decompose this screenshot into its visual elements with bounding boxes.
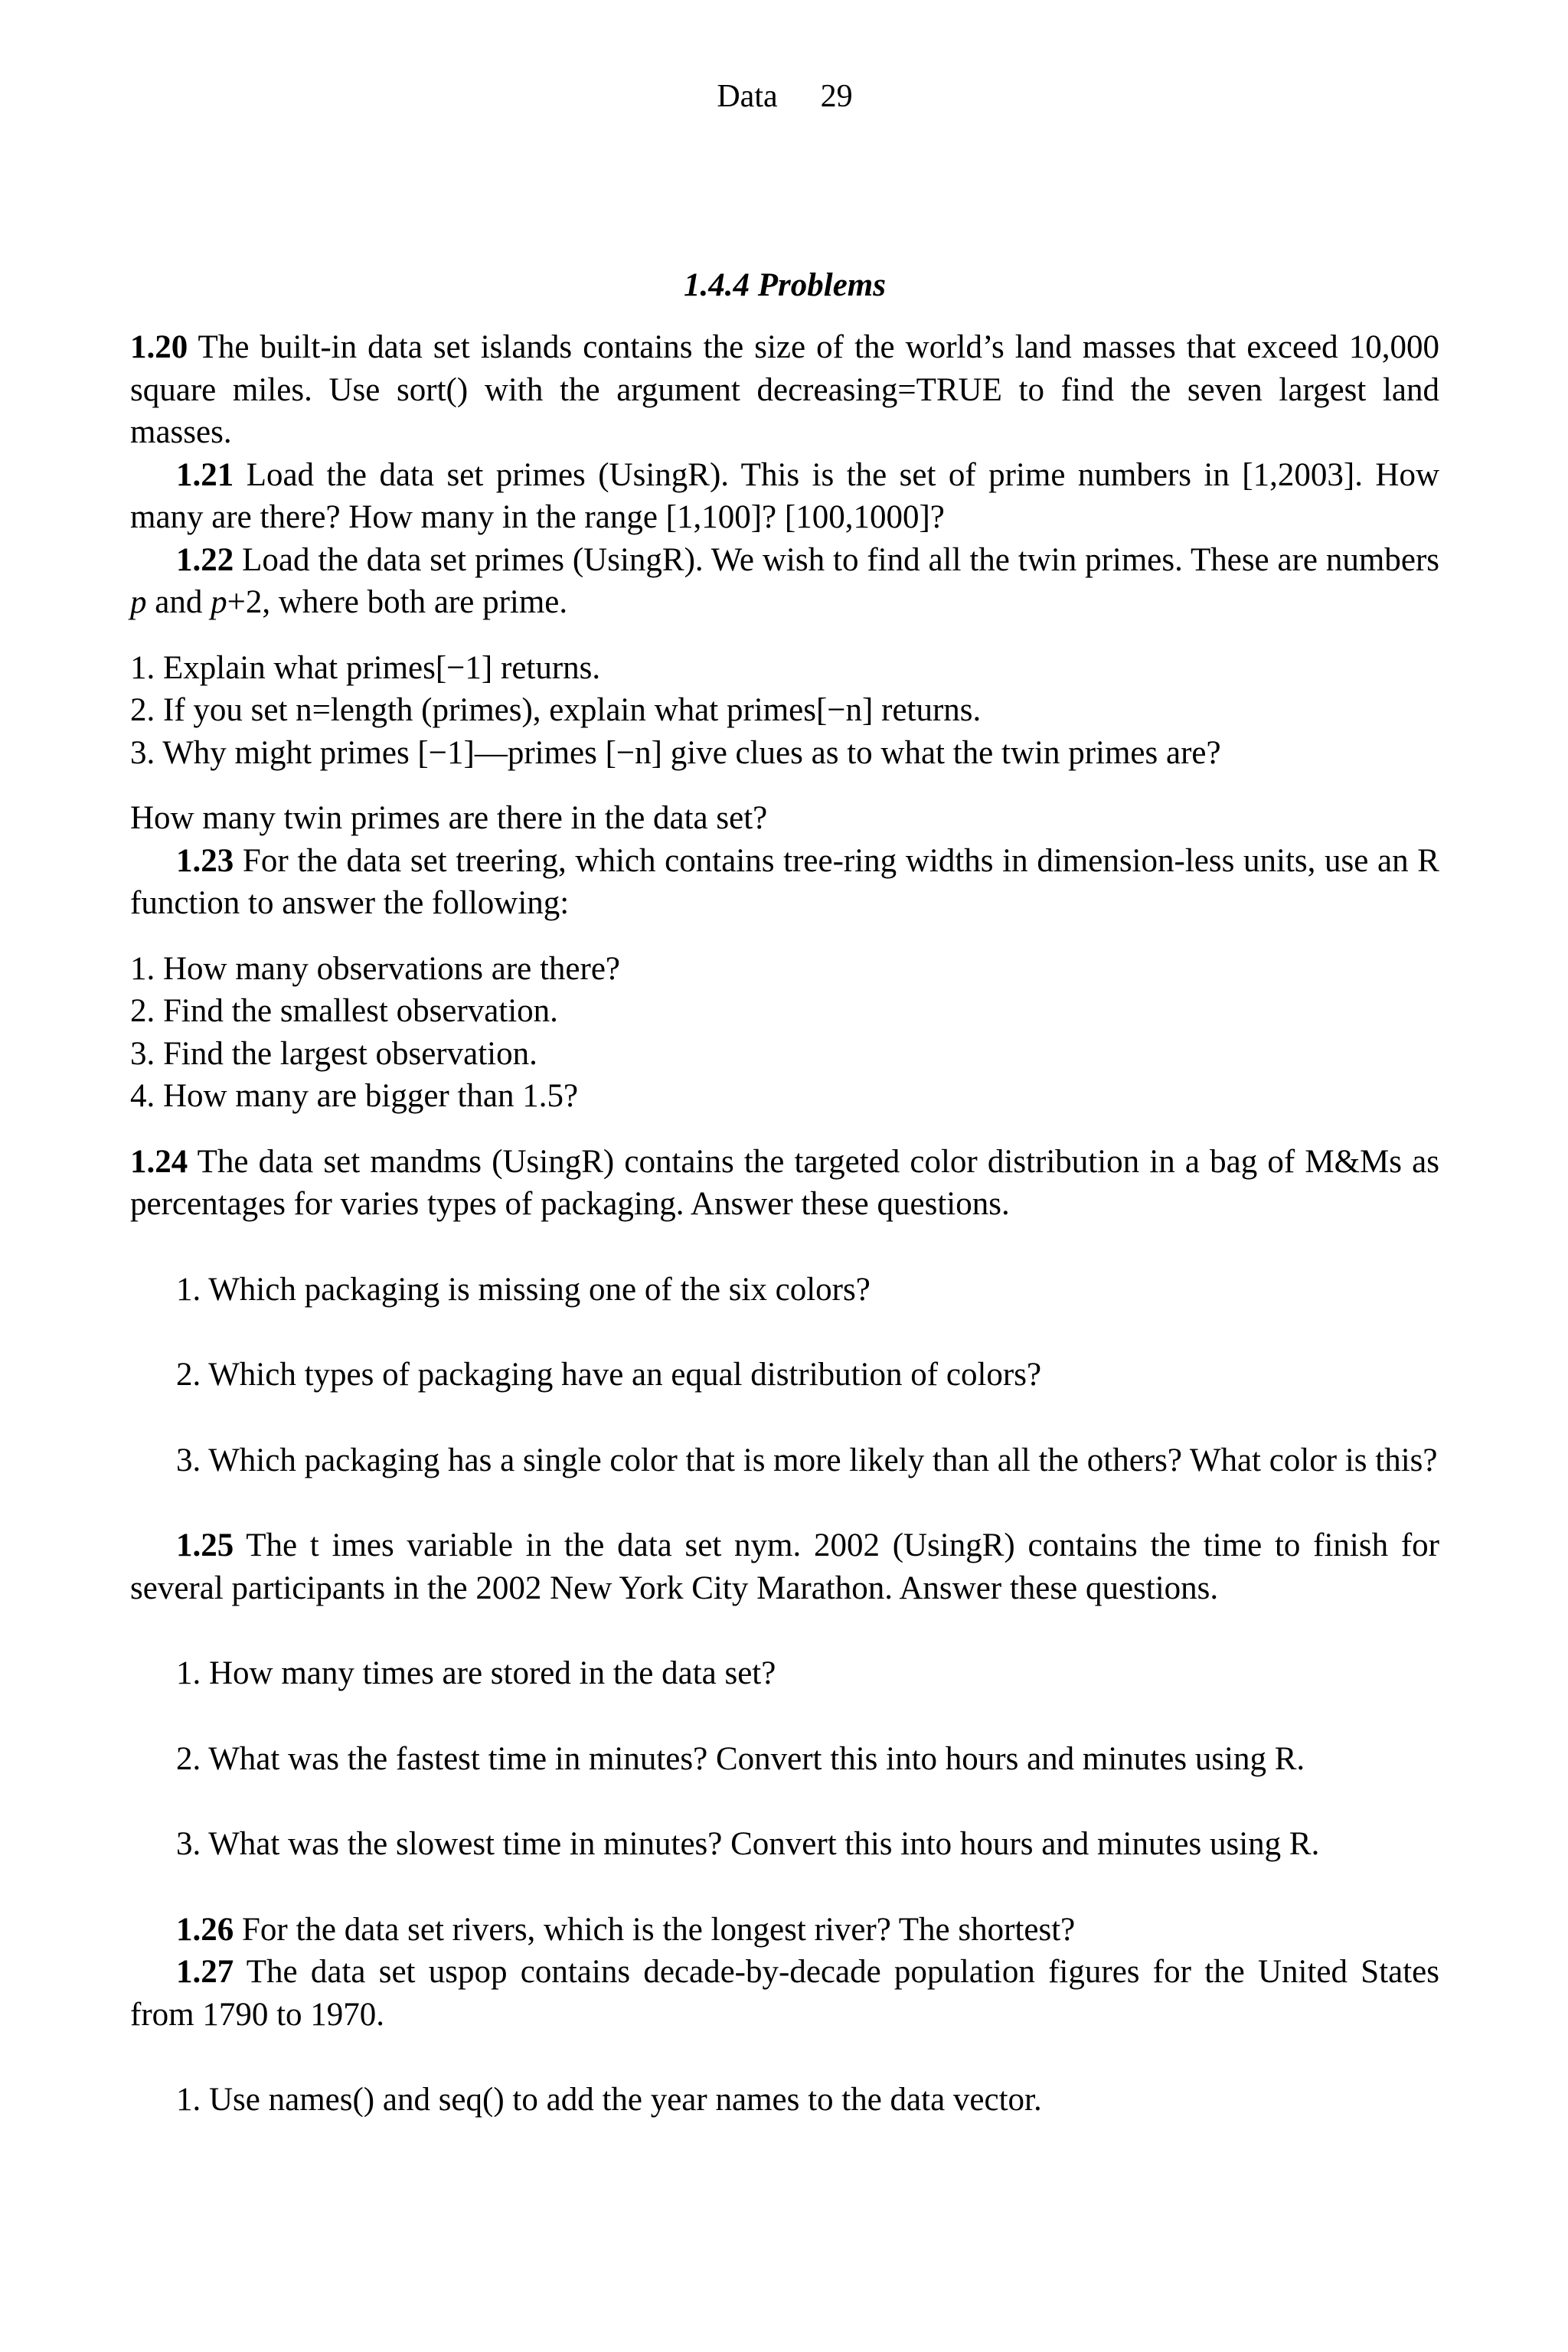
problem-1-21 (130, 454, 1439, 539)
problem-number: 1.24 (130, 1143, 188, 1180)
problem-text: Load the data set primes (UsingR). This is the set of prime numbers in [1,2003]. How many are there? How many in the range [1,100]? [100,1000]? (130, 456, 1439, 535)
problem-text: The built-in data set islands contains the size of the world’s land masses that exceed 10,000 square miles. Use sort() with the argument decreasing=TRUE to find the seven largest land masses. (130, 329, 1439, 450)
list-item: 2. Which types of packaging have an equal distribution of colors? (176, 1357, 1042, 1393)
problem-text: +2, where both are prime. (227, 584, 568, 620)
problem-text: The t imes variable in the data set nym. 2002 (UsingR) contains the time to finish for several participants in the 2002 New York City Marathon. Answer these questions. (130, 1527, 1439, 1606)
list-item: 2. If you set n=length (primes), explain what primes[−n] returns. (130, 692, 982, 728)
list-item: 3. Find the largest observation. (130, 1035, 537, 1072)
variable-p: p (130, 584, 147, 620)
problem-1-22-followup: How many twin primes are there in the data set? (130, 800, 768, 836)
problem-1-24 (130, 1141, 1439, 1226)
problem-1-23 (130, 840, 1439, 925)
list-item: 1. How many times are stored in the data set? (176, 1655, 776, 1691)
page-number: 29 (820, 79, 853, 114)
problem-text: Load the data set primes (UsingR). We wish to find all the twin primes. These are numbers (234, 541, 1439, 578)
book-page (130, 0, 1439, 2352)
problem-1-27 (130, 1951, 1439, 2036)
running-head (130, 77, 1439, 116)
problem-text: The data set mandms (UsingR) contains the targeted color distribution in a bag of M&Ms as percentages for varies types of packaging. Answer these questions. (130, 1143, 1439, 1222)
problem-number: 1.20 (130, 329, 188, 365)
problem-1-22 (130, 539, 1439, 624)
variable-p: p (211, 584, 227, 620)
problem-number: 1.21 (176, 456, 234, 493)
running-head-section: Data (717, 79, 778, 114)
problem-number: 1.27 (176, 1954, 234, 1990)
problem-1-26 (130, 1909, 1439, 1952)
problem-text: For the data set rivers, which is the longest river? The shortest? (234, 1911, 1076, 1948)
problem-number: 1.25 (176, 1527, 234, 1563)
problems-body (130, 326, 1439, 2122)
problem-text: For the data set treering, which contains tree-ring widths in dimension-less units, use an R function to answer the following: (130, 842, 1439, 921)
list-item: 2. What was the fastest time in minutes? Convert this into hours and minutes using R. (176, 1740, 1305, 1777)
problem-text: and (146, 584, 211, 620)
problem-1-22-list (130, 647, 1439, 775)
list-item: 3. Why might primes [−1]—primes [−n] give clues as to what the twin primes are? (130, 734, 1221, 771)
list-item: 1. How many observations are there? (130, 950, 621, 987)
problem-number: 1.22 (176, 541, 234, 578)
problem-1-20 (130, 326, 1439, 454)
list-item: 1. Which packaging is missing one of the six colors? (176, 1271, 871, 1308)
list-item: 2. Find the smallest observation. (130, 993, 558, 1029)
list-item: 1. Explain what primes[−1] returns. (130, 649, 601, 686)
list-item: 3. Which packaging has a single color that is more likely than all the others? What color is this? (176, 1442, 1438, 1478)
problem-1-23-list (130, 948, 1439, 1118)
list-item: 4. How many are bigger than 1.5? (130, 1078, 579, 1114)
problem-1-25 (130, 1524, 1439, 1609)
section-title: 1.4.4 Problems (684, 267, 886, 303)
list-item: 1. Use names() and seq() to add the year names to the data vector. (176, 2082, 1042, 2118)
list-item: 3. What was the slowest time in minutes? Convert this into hours and minutes using R. (176, 1826, 1320, 1862)
problem-text: The data set uspop contains decade-by-decade population figures for the United States from 1790 to 1970. (130, 1954, 1439, 2033)
problem-number: 1.26 (176, 1911, 234, 1948)
problem-number: 1.23 (176, 842, 234, 879)
